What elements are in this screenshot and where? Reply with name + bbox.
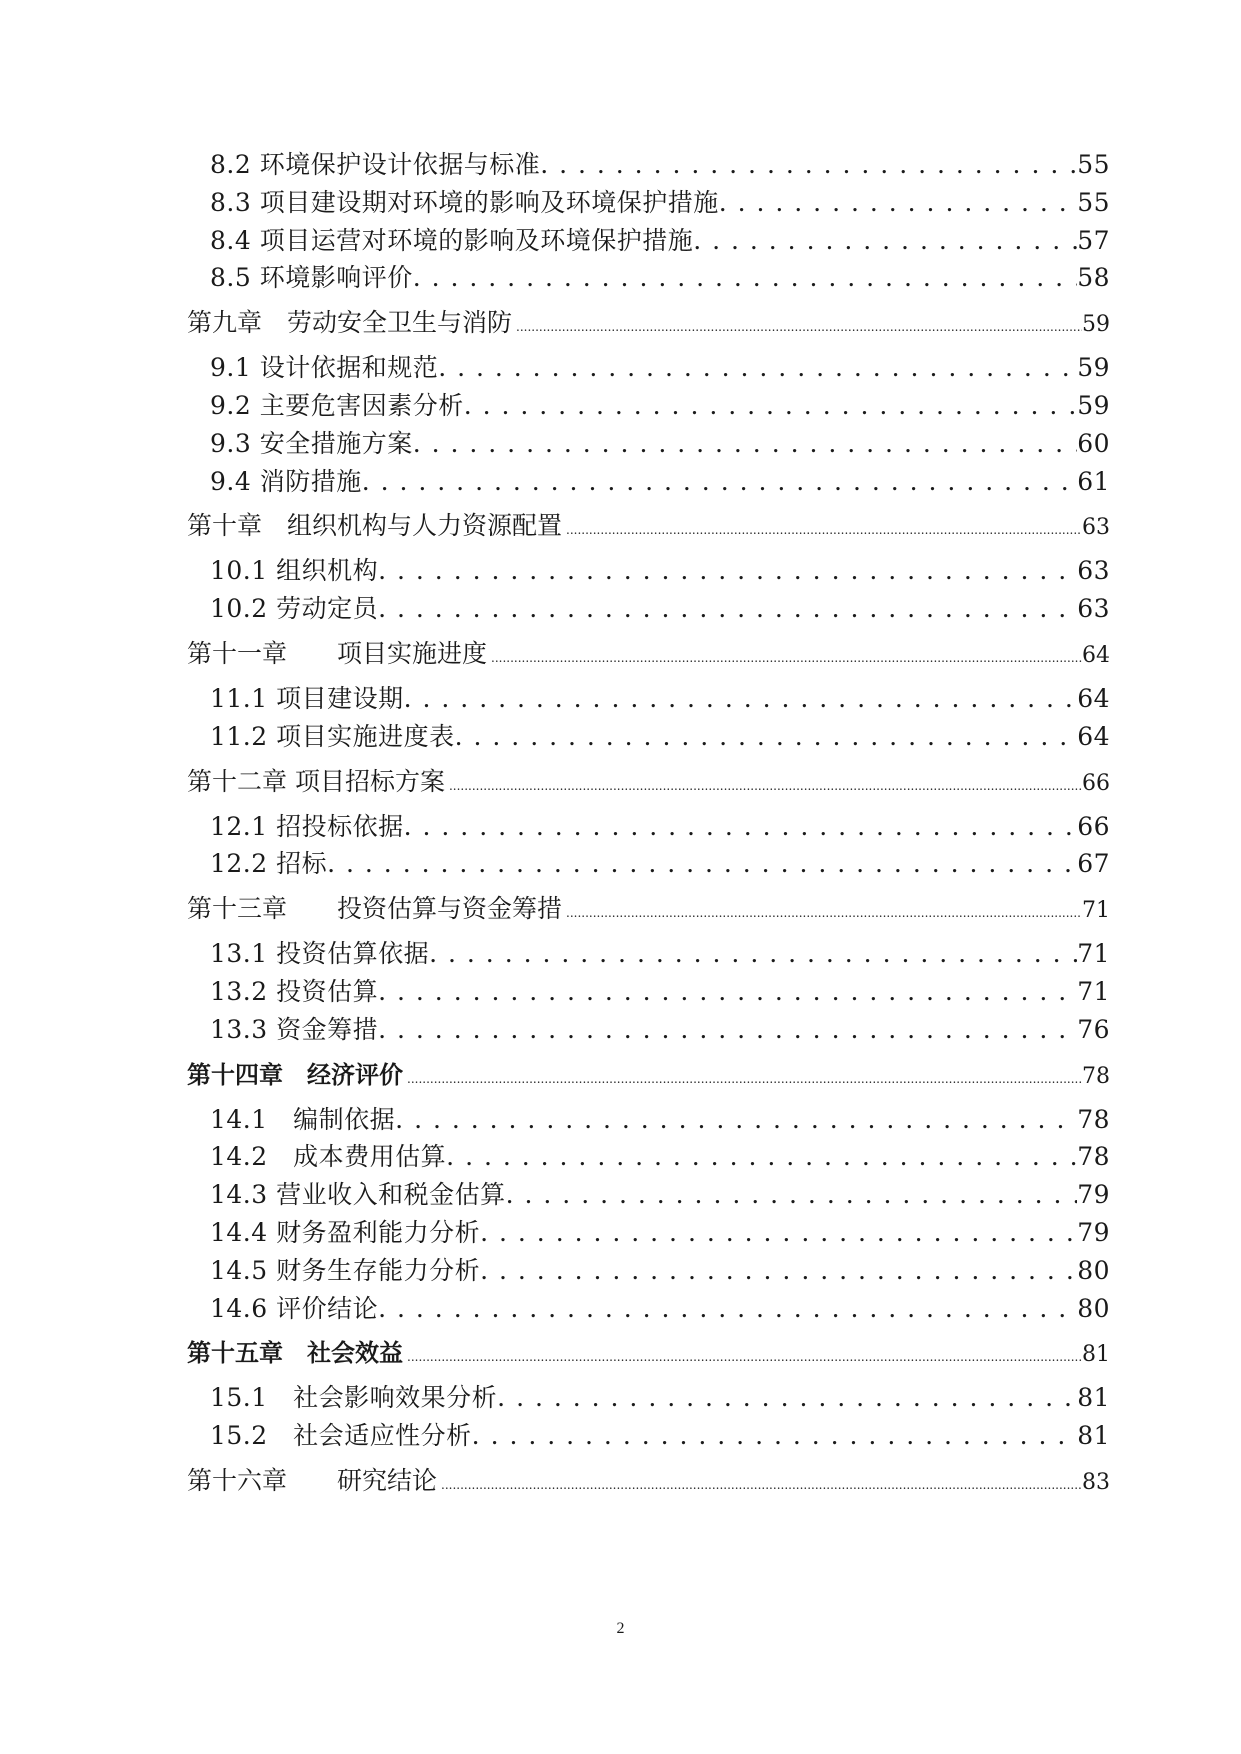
- toc-chapter-title: 第十一章 项目实施进度: [187, 638, 488, 668]
- toc-section-entry[interactable]: [187, 845, 1110, 883]
- dot-leader: [378, 590, 1077, 628]
- toc-chapter-title: 第十章 组织机构与人力资源配置: [187, 511, 563, 541]
- toc-section-entry[interactable]: [187, 973, 1110, 1011]
- toc-chapter-entry[interactable]: [187, 756, 1110, 808]
- dot-leader: [487, 632, 1082, 684]
- toc-chapter-entry[interactable]: [187, 1049, 1110, 1101]
- dot-leader: [438, 349, 1077, 387]
- toc-section-title: 12.1 招投标依据: [210, 811, 404, 841]
- dot-leader: [445, 760, 1082, 812]
- toc-page-number: 79: [1077, 1217, 1110, 1247]
- toc-section-entry[interactable]: [187, 1011, 1110, 1049]
- dot-leader: [719, 184, 1077, 222]
- toc-page-number: 71: [1077, 976, 1110, 1006]
- toc-page-number: 63: [1077, 556, 1110, 586]
- toc-page-number: 79: [1077, 1180, 1110, 1210]
- toc-section-title: 10.2 劳动定员: [210, 594, 379, 624]
- toc-page-number: 63: [1077, 594, 1110, 624]
- toc-section-title: 9.1 设计依据和规范: [210, 353, 439, 383]
- toc-section-entry[interactable]: [187, 425, 1110, 463]
- toc-section-entry[interactable]: [187, 718, 1110, 756]
- page-number-footer: 2: [616, 1620, 625, 1637]
- dot-leader: [403, 1053, 1082, 1105]
- dot-leader: [378, 552, 1077, 590]
- toc-page-number: 59: [1077, 353, 1110, 383]
- toc-section-title: 9.3 安全措施方案: [210, 428, 413, 458]
- dot-leader: [362, 463, 1077, 501]
- toc-chapter-title: 第十五章 社会效益: [187, 1339, 403, 1368]
- dot-leader: [506, 1176, 1078, 1214]
- toc-page-number: 66: [1082, 770, 1110, 796]
- toc-chapter-title: 第十三章 投资估算与资金筹措: [187, 894, 563, 924]
- toc-section-title: 14.3 营业收入和税金估算: [210, 1180, 506, 1210]
- toc-chapter-entry[interactable]: [187, 1455, 1110, 1507]
- toc-section-title: 15.2 社会适应性分析: [210, 1421, 472, 1451]
- toc-section-entry[interactable]: [187, 146, 1110, 184]
- dot-leader: [480, 1214, 1077, 1252]
- dot-leader: [464, 387, 1077, 425]
- toc-chapter-entry[interactable]: [187, 883, 1110, 935]
- toc-section-title: 8.5 环境影响评价: [210, 263, 413, 293]
- toc-section-title: 8.4 项目运营对环境的影响及环境保护措施: [210, 225, 694, 255]
- toc-chapter-title: 第十二章 项目招标方案: [187, 766, 445, 796]
- dot-leader: [446, 1138, 1077, 1176]
- toc-section-title: 14.1 编制依据: [210, 1104, 396, 1134]
- toc-section-title: 10.1 组织机构: [210, 556, 379, 586]
- dot-leader: [413, 259, 1077, 297]
- toc-page-number: 61: [1077, 466, 1110, 496]
- toc-section-title: 12.2 招标: [210, 849, 328, 879]
- toc-section-title: 13.1 投资估算依据: [210, 939, 430, 969]
- dot-leader: [395, 1101, 1077, 1139]
- toc-page-number: 55: [1077, 150, 1110, 179]
- toc-chapter-entry[interactable]: [187, 297, 1110, 349]
- toc-chapter-title: 第九章 劳动安全卫生与消防: [187, 308, 513, 338]
- toc-page-number: 76: [1077, 1014, 1110, 1044]
- toc-page-number: 78: [1077, 1104, 1110, 1134]
- dot-leader: [540, 146, 1077, 184]
- toc-page-number: 58: [1077, 263, 1110, 293]
- toc-page-number: 63: [1082, 515, 1110, 541]
- dot-leader: [562, 887, 1082, 939]
- toc-section-entry[interactable]: [187, 1252, 1110, 1290]
- toc-section-entry[interactable]: [187, 1214, 1110, 1252]
- toc-section-entry[interactable]: [187, 1379, 1110, 1417]
- toc-page-number: 71: [1077, 939, 1110, 969]
- toc-section-title: 14.4 财务盈利能力分析: [210, 1217, 481, 1247]
- dot-leader: [437, 1459, 1082, 1511]
- dot-leader: [404, 680, 1078, 718]
- toc-section-entry[interactable]: [187, 1101, 1110, 1139]
- toc-page-number: 83: [1082, 1469, 1110, 1495]
- toc-page-number: 66: [1077, 811, 1110, 841]
- toc-page-number: 55: [1077, 187, 1110, 217]
- toc-section-entry[interactable]: [187, 552, 1110, 590]
- toc-section-title: 13.3 资金筹措: [210, 1014, 379, 1044]
- toc-section-title: 13.2 投资估算: [210, 976, 379, 1006]
- dot-leader: [378, 1011, 1077, 1049]
- dot-leader: [429, 935, 1077, 973]
- toc-section-title: 14.2 成本费用估算: [210, 1142, 447, 1172]
- dot-leader: [378, 973, 1077, 1011]
- toc-section-entry[interactable]: [187, 387, 1110, 425]
- toc-section-title: 8.2 环境保护设计依据与标准: [210, 150, 541, 179]
- toc-section-entry[interactable]: [187, 184, 1110, 222]
- toc-section-entry[interactable]: [187, 463, 1110, 501]
- toc-section-entry[interactable]: [187, 1290, 1110, 1328]
- dot-leader: [455, 718, 1078, 756]
- toc-page-number: 59: [1082, 312, 1110, 338]
- dot-leader: [327, 845, 1077, 883]
- toc-section-title: 9.2 主要危害因素分析: [210, 390, 464, 420]
- toc-section-title: 9.4 消防措施: [210, 466, 362, 496]
- toc-page-number: 57: [1077, 225, 1110, 255]
- toc-section-entry[interactable]: [187, 590, 1110, 628]
- dot-leader: [693, 222, 1077, 260]
- toc-section-title: 14.6 评价结论: [210, 1293, 379, 1323]
- toc-page-number: 81: [1082, 1342, 1110, 1368]
- toc-section-entry[interactable]: [187, 680, 1110, 718]
- dot-leader: [378, 1290, 1077, 1328]
- toc-chapter-entry[interactable]: [187, 500, 1110, 552]
- toc-section-entry[interactable]: [187, 1176, 1110, 1214]
- toc-page-number: 81: [1077, 1383, 1110, 1413]
- toc-section-title: 14.5 财务生存能力分析: [210, 1255, 481, 1285]
- dot-leader: [480, 1252, 1077, 1290]
- toc-section-title: 11.2 项目实施进度表: [210, 721, 455, 751]
- toc-section-title: 15.1 社会影响效果分析: [210, 1383, 498, 1413]
- toc-page-number: 59: [1077, 390, 1110, 420]
- toc-page-number: 78: [1077, 1142, 1110, 1172]
- toc-chapter-entry[interactable]: [187, 1327, 1110, 1379]
- dot-leader: [497, 1379, 1077, 1417]
- toc-page-number: 67: [1077, 849, 1110, 879]
- toc-section-title: 11.1 项目建设期: [210, 683, 404, 713]
- toc-section-entry[interactable]: [187, 1138, 1110, 1176]
- toc-page-number: 80: [1077, 1293, 1110, 1323]
- dot-leader: [512, 301, 1082, 353]
- toc-section-entry[interactable]: [187, 222, 1110, 260]
- toc-section-entry[interactable]: [187, 1417, 1110, 1455]
- toc-section-entry[interactable]: [187, 808, 1110, 846]
- toc-page-number: 81: [1077, 1421, 1110, 1451]
- toc-page-number: 80: [1077, 1255, 1110, 1285]
- dot-leader: [472, 1417, 1078, 1455]
- toc-section-title: 8.3 项目建设期对环境的影响及环境保护措施: [210, 187, 719, 217]
- table-of-contents: [187, 146, 1110, 1507]
- toc-section-entry[interactable]: [187, 259, 1110, 297]
- toc-section-entry[interactable]: [187, 349, 1110, 387]
- dot-leader: [413, 425, 1077, 463]
- dot-leader: [403, 1331, 1082, 1383]
- toc-page-number: 78: [1082, 1063, 1110, 1089]
- toc-chapter-entry[interactable]: [187, 628, 1110, 680]
- dot-leader: [562, 504, 1082, 556]
- toc-page-number: 64: [1077, 721, 1110, 751]
- toc-page-number: 71: [1082, 898, 1110, 924]
- toc-page-number: 64: [1082, 642, 1110, 668]
- dot-leader: [404, 808, 1078, 846]
- toc-page-number: 60: [1077, 428, 1110, 458]
- toc-chapter-title: 第十四章 经济评价: [187, 1060, 403, 1089]
- toc-page-number: 64: [1077, 683, 1110, 713]
- toc-section-entry[interactable]: [187, 935, 1110, 973]
- toc-chapter-title: 第十六章 研究结论: [187, 1465, 438, 1495]
